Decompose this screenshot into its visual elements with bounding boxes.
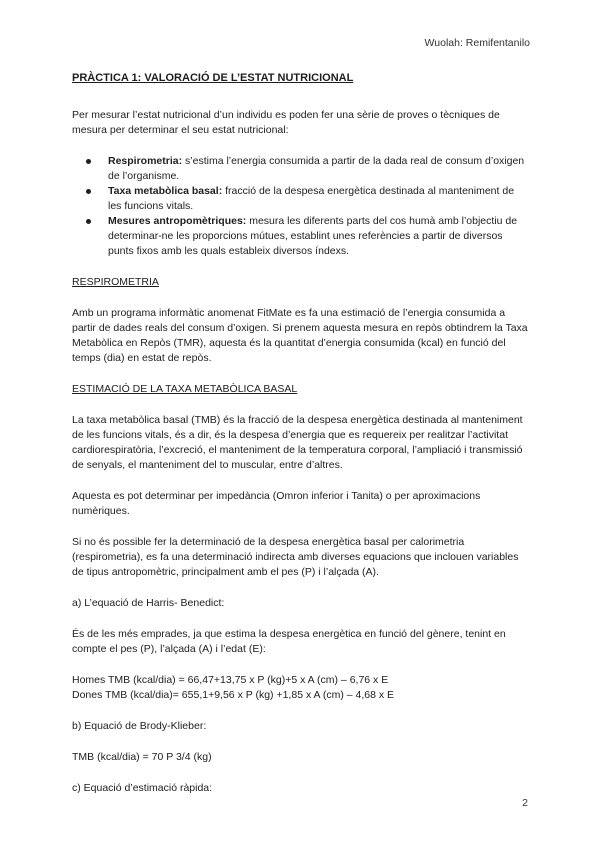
section-heading-tmb: ESTIMACIÓ DE LA TAXA METABÒLICA BASAL (72, 383, 298, 395)
formula-women: Dones TMB (kcal/dia)= 655,1+9,56 x P (kg) +1,85 x A (cm) – 4,68 x E (72, 689, 395, 701)
list-item (72, 184, 530, 214)
page-title: PRÀCTICA 1: VALORACIÓ DE L’ESTAT NUTRICIONAL (72, 72, 354, 84)
page-header: Wuolah: Remifentanilo (424, 37, 530, 49)
page-number: 2 (522, 797, 528, 809)
tmb-paragraph-1: La taxa metabòlica basal (TMB) és la fracció de la despesa energètica destinada al manteniment de les funcions vitals, és a dir, és la despesa d’energia que es requereix per realitzar l’activitat cardiorespiratòria, l’excreció, el manteniment de la temperatura corporal, l’ampliació i transmissió de senyals, el manteniment del to muscular, entre d’altres. (72, 414, 523, 471)
list-item-term: Mesures antropomètriques: (108, 215, 247, 227)
page-content (72, 71, 530, 812)
equation-a-label: a) L’equació de Harris- Benedict: (72, 597, 225, 609)
bullet-icon (86, 189, 91, 194)
equation-b-label: b) Equació de Brody-Klieber: (72, 720, 207, 732)
list-item-text: s’estima l’energia consumida a partir de la dada real de consum d’oxigen de l’organisme. (108, 155, 525, 182)
bullet-icon (86, 219, 91, 224)
tmb-paragraph-3: Si no és possible fer la determinació de la despesa energètica basal per calorimetria (respirometria), es fa una determinació indirecta amb diverses equacions que inclouen variables de tipus antropomètric, principalment amb el pes (P) i l’alçada (A). (72, 536, 519, 578)
tmb-paragraph-2: Aquesta es pot determinar per impedància (Omron inferior i Tanita) o per aproximacions numèriques. (72, 490, 481, 517)
equation-c-label: c) Equació d’estimació ràpida: (72, 782, 213, 794)
list-item-text: fracció de la despesa energètica destinada al manteniment de les funcions vitals. (108, 185, 515, 212)
equation-a-description: És de les més emprades, ja que estima la despesa energètica en funció del gènere, tenint en compte el pes (P), l’alçada (A) i l’edat (E): (72, 628, 506, 655)
equation-a-formulas (72, 673, 530, 703)
list-item (72, 154, 530, 184)
list-item-text: mesura les diferents parts del cos humà amb l’objectiu de determinar-ne les proporcions mútues, establint unes referències a partir de diversos punts fixos amb les quals estableix diversos índexs. (108, 215, 518, 257)
equation-b-formula: TMB (kcal/dia) = 70 P 3/4 (kg) (72, 751, 212, 763)
bullet-icon (86, 159, 91, 164)
technique-list (72, 154, 530, 259)
intro-paragraph: Per mesurar l’estat nutricional d’un individu es poden fer una sèrie de proves o tècniques de mesura per determinar el seu estat nutricional: (72, 109, 500, 136)
formula-men: Homes TMB (kcal/dia) = 66,47+13,75 x P (kg)+5 x A (cm) – 6,76 x E (72, 674, 389, 686)
list-item-term: Taxa metabòlica basal: (108, 185, 223, 197)
list-item-term: Respirometria: (108, 155, 183, 167)
section-heading-respirometria: RESPIROMETRIA (72, 276, 159, 288)
list-item (72, 214, 530, 259)
respirometria-paragraph: Amb un programa informàtic anomenat FitMate es fa una estimació de l’energia consumida a partir de dades reals del consum d’oxigen. Si prenem aquesta mesura en repòs obtindrem la Taxa Metabòlica en Repòs (TMR), aquesta és la quantitat d’energia consumida (kcal) en funció del temps (dia) en estat de repòs. (72, 307, 528, 364)
